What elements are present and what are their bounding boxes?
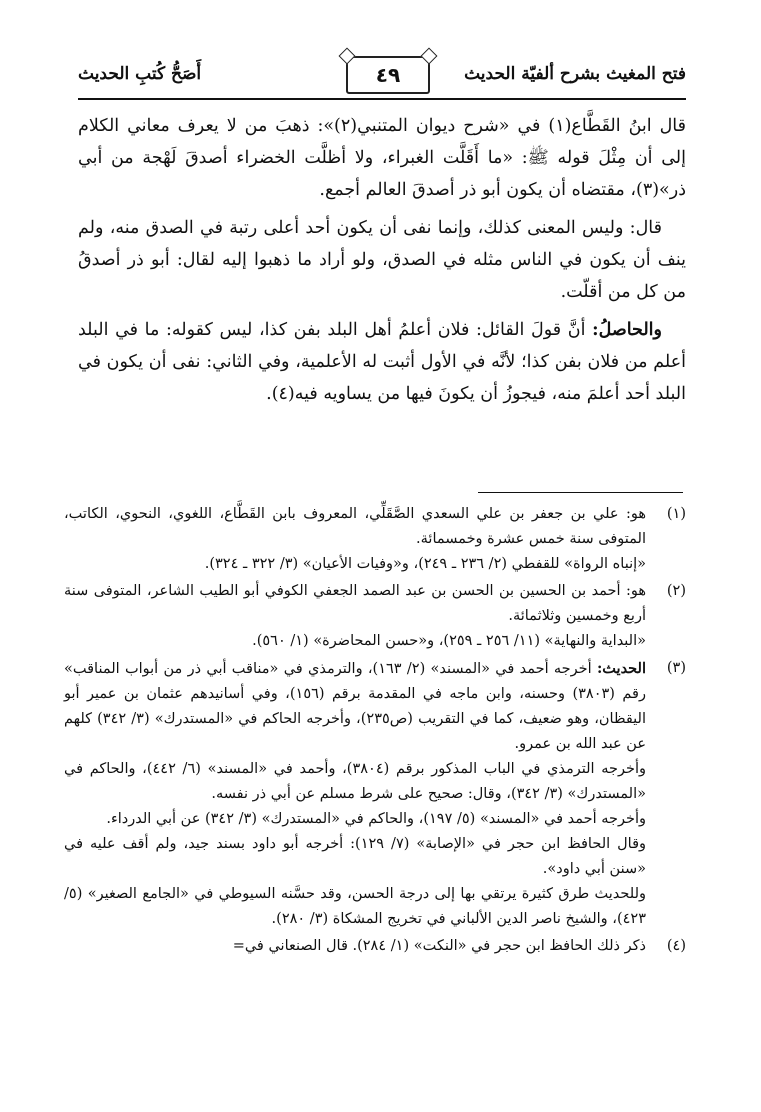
footnote-line	[64, 656, 646, 757]
footnote-line: وقال الحافظ ابن حجر في «الإصابة» (٧/ ١٢٩): أخرجه أبو داود بسند جيد، ولم أقف عليه في «سنن أبي داود».	[64, 836, 647, 877]
book-title: فتح المغيث بشرح ألفيّة الحديث	[464, 64, 686, 84]
footnote-number: (٤)	[666, 938, 686, 954]
main-text	[78, 110, 686, 416]
ornament-diamond-icon	[339, 48, 356, 65]
footnote-line: «إنباه الرواة» للقفطي (٢/ ٢٣٦ ـ ٢٤٩)، و«وفيات الأعيان» (٣/ ٣٢٢ ـ ٣٢٤).	[204, 556, 646, 572]
footnote-2	[64, 579, 686, 654]
chapter-title: أَصَحُّ كُتبِ الحديث	[78, 64, 202, 84]
paragraph-3-text: أنَّ قولَ القائل: فلان أعلمُ أهل البلد بفن كذا، ليس كقوله: ما في البلد أعلم من فلان بفن كذا؛ لأنَّه في الأول أثبت له الأعلمية، وفي الثاني: نفى أن يكون في البلد أحد أعلمَ منه، فيجوزُ أن يكونَ فيها من يساويه فيه(٤).	[78, 320, 686, 404]
footnote-line: «البداية والنهاية» (١١/ ٢٥٦ ـ ٢٥٩)، و«حسن المحاضرة» (١/ ٥٦٠).	[252, 633, 646, 649]
footnote-separator	[478, 492, 683, 493]
footnote-3	[64, 656, 686, 932]
footnote-text: أخرجه أحمد في «المسند» (٢/ ١٦٣)، والترمذي في «مناقب أبي ذر من أبواب المناقب» رقم (٣٨٠٣) وحسنه، وابن ماجه في المقدمة برقم (١٥٦)، وفي أسانيدهم عثمان بن عمير أبو اليقظان، وهو ضعيف، كما في التقريب (ص٢٣٥)، وأخرجه الحاكم في «المستدرك» (٣/ ٣٤٢) كلهم عن عبد الله بن عمرو.	[64, 661, 646, 752]
footnote-line: ذكر ذلك الحافظ ابن حجر في «النكت» (١/ ٢٨٤). قال الصنعاني في=	[232, 938, 646, 954]
paragraph-2: قال: وليس المعنى كذلك، وإنما نفى أن يكون أحد أعلى رتبة في الصدق منه، ولم ينف أن يكون في الناس مثله في الصدق، ولو أراد ما ذهبوا إليه لقال: أبو ذر أصدقُ من كل من أقلّت.	[78, 218, 686, 302]
ornament-diamond-icon	[421, 48, 438, 65]
paragraph-lead: والحاصلُ:	[592, 320, 662, 340]
paragraph-1: قال ابنُ القَطَّاع(١) في «شرح ديوان المتنبي(٢)»: ذهبَ من لا يعرف معاني الكلام إلى أن مِثْلَ قوله ﷺ: «ما أَقَلَّت الغبراء، ولا أظلَّت الخضراء أصدقَ لَهْجة من أبي ذر»(٣)، مقتضاه أن يكون أبو ذر أصدقَ العالم أجمع.	[78, 116, 686, 200]
paragraph-3	[78, 314, 686, 410]
footnote-line: وأخرجه الترمذي في الباب المذكور برقم (٣٨٠٤)، وأحمد في «المسند» (٦/ ٤٤٢)، والحاكم في «المستدرك» (٣/ ٣٤٢)، وقال: صحيح على شرط مسلم عن أبي ذر نفسه.	[64, 761, 646, 802]
footnote-number: (٢)	[666, 583, 686, 599]
footnote-4	[64, 934, 686, 959]
header-rule	[78, 98, 686, 100]
footnote-number: (٣)	[666, 660, 686, 676]
footnote-line: وأخرجه أحمد في «المسند» (٥/ ١٩٧)، والحاكم في «المستدرك» (٣/ ٣٤٢) عن أبي الدرداء.	[106, 811, 646, 827]
footnotes	[64, 502, 686, 961]
footnote-lead: الحديث:	[596, 660, 646, 677]
footnote-line: هو: أحمد بن الحسين بن الحسن بن عبد الصمد الجعفي الكوفي أبو الطيب الشاعر، المتوفى سنة أربع وخمسين وثلاثمائة.	[64, 583, 646, 624]
page-number: ٤٩	[375, 63, 401, 87]
footnote-1	[64, 502, 686, 577]
running-header	[78, 56, 686, 96]
footnote-line: وللحديث طرق كثيرة يرتقي بها إلى درجة الحسن، وقد حسَّنه السيوطي في «الجامع الصغير» (٥/ ٤٢٣)، والشيخ ناصر الدين الألباني في تخريج المشكاة (٣/ ٢٨٠).	[64, 886, 646, 927]
footnote-line: هو: علي بن جعفر بن علي السعدي الصَّقَلِّي، المعروف بابن القَطَّاع، اللغوي، النحوي، الكاتب، المتوفى سنة خمس عشرة وخمسمائة.	[64, 506, 646, 547]
footnote-number: (١)	[666, 506, 686, 522]
page-number-frame	[346, 56, 430, 94]
